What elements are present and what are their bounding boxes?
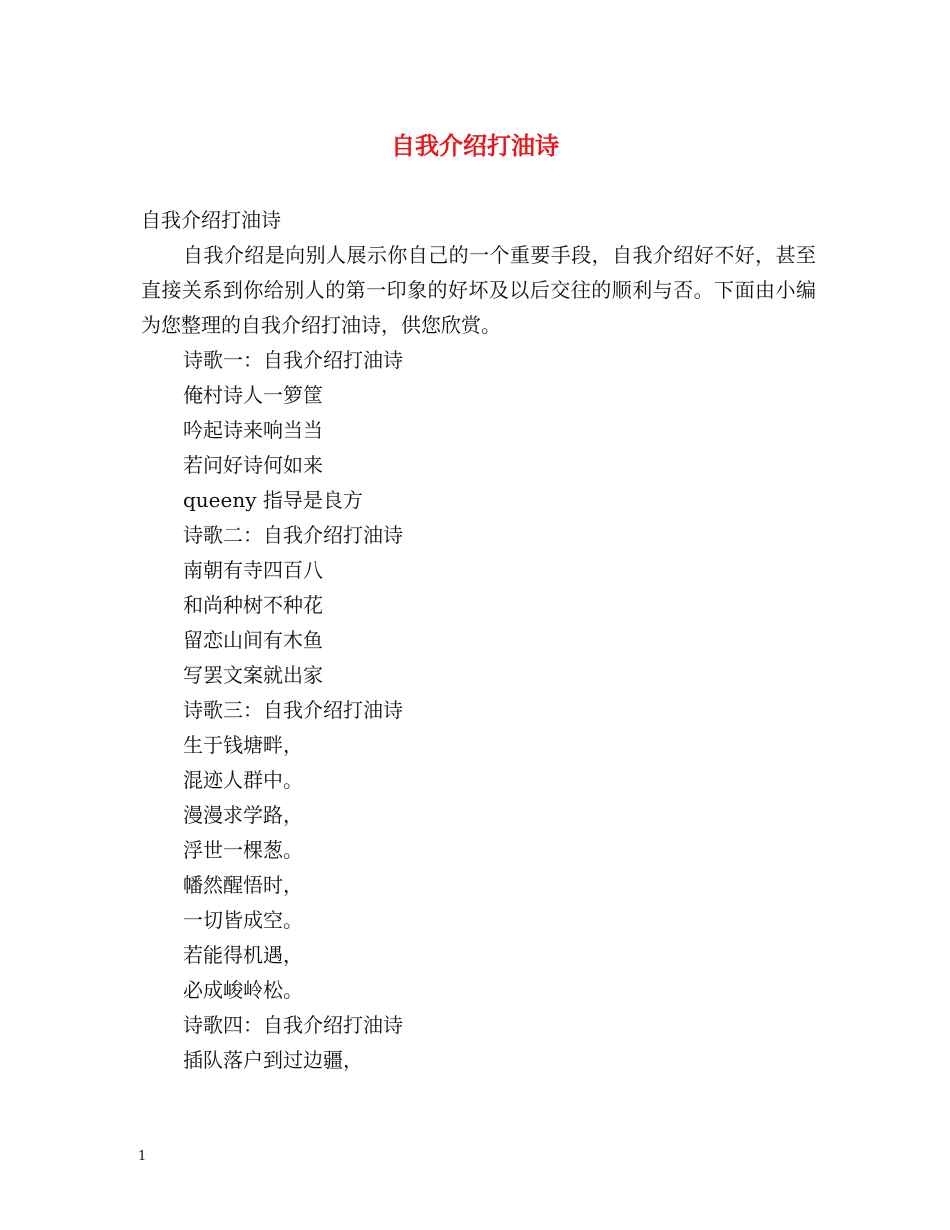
intro-paragraph: 自我介绍是向别人展示你自己的一个重要手段，自我介绍好不好，甚至直接关系到你给别人的第一印象的好坏及以后交往的顺利与否。下面由小编为您整理的自我介绍打油诗，供您欣赏。 — [141, 243, 816, 337]
document-title: 自我介绍打油诗 — [391, 131, 559, 160]
poem-line: 插队落户到过边疆， — [183, 1048, 363, 1072]
poem-title: 诗歌四：自我介绍打油诗 — [183, 1013, 403, 1037]
page-number: 1 — [138, 1149, 147, 1164]
poem-title: 诗歌一：自我介绍打油诗 — [183, 348, 403, 372]
poem-line: 幡然醒悟时， — [183, 873, 303, 897]
poem-line: 南朝有寺四百八 — [183, 558, 323, 582]
poem-line: 写罢文案就出家 — [183, 663, 323, 687]
poem-line: 吟起诗来响当当 — [183, 418, 323, 442]
poem-line: 俺村诗人一箩筐 — [183, 383, 323, 407]
poem-line: 若问好诗何如来 — [183, 453, 323, 477]
poem-line: 漫漫求学路， — [183, 803, 303, 827]
section-heading: 自我介绍打油诗 — [141, 208, 281, 232]
poem-line: 一切皆成空。 — [183, 908, 303, 932]
poem-line: 混迹人群中。 — [183, 768, 303, 792]
poem-title: 诗歌三：自我介绍打油诗 — [183, 698, 403, 722]
poem-line: 留恋山间有木鱼 — [183, 628, 323, 652]
poem-title: 诗歌二：自我介绍打油诗 — [183, 523, 403, 547]
document-body — [141, 203, 816, 1078]
poem-line: 生于钱塘畔， — [183, 733, 303, 757]
poem-line: 和尚种树不种花 — [183, 593, 323, 617]
poem-line: 浮世一棵葱。 — [183, 838, 303, 862]
poem-line: 必成峻岭松。 — [183, 978, 303, 1002]
poem-line: 若能得机遇， — [183, 943, 303, 967]
poem-line: queeny 指导是良方 — [183, 488, 363, 512]
